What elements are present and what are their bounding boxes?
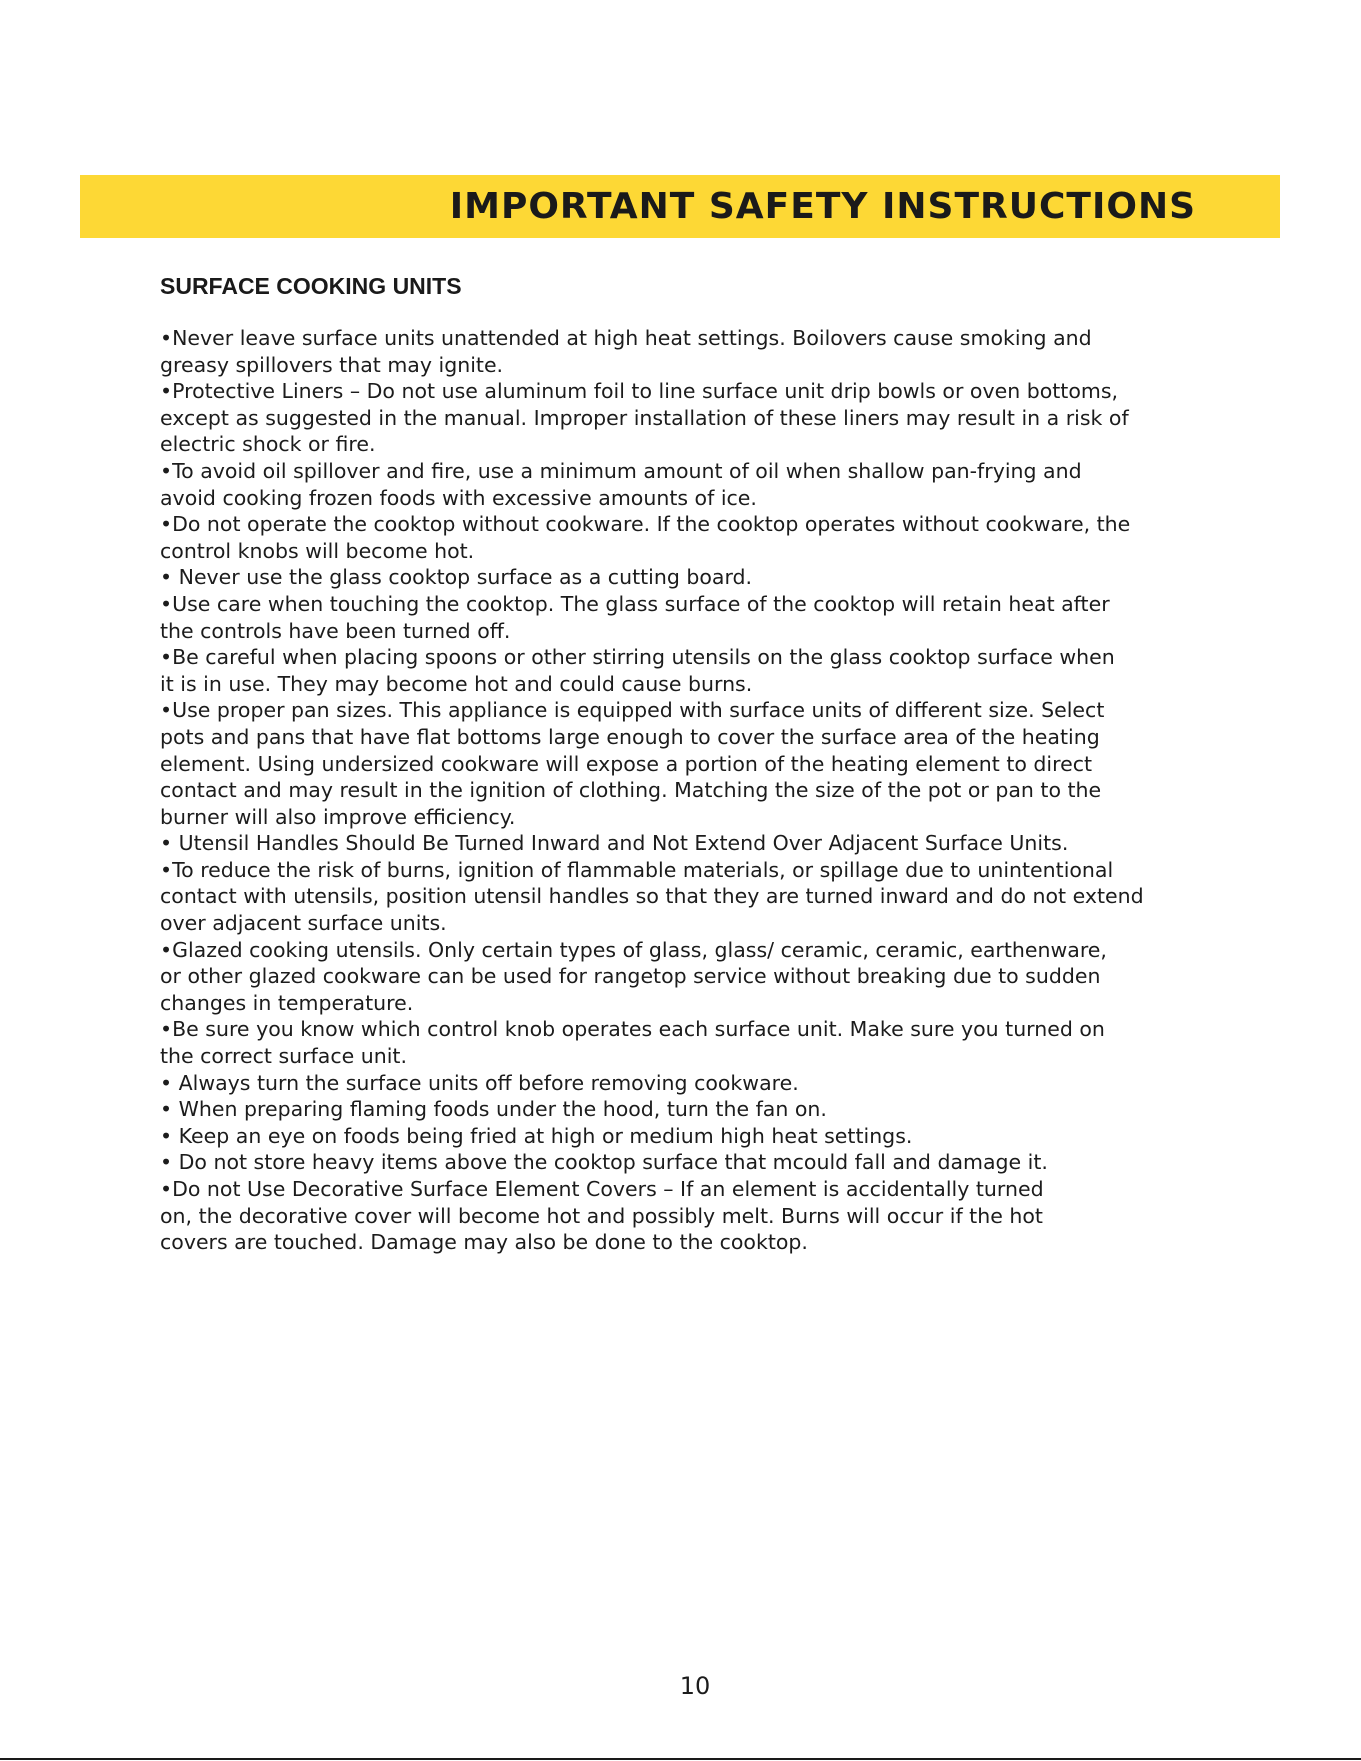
bottom-divider [0, 1758, 1361, 1760]
section-heading: SURFACE COOKING UNITS [160, 273, 462, 299]
list-item: • Utensil Handles Should Be Turned Inward and Not Extend Over Adjacent Surface Units. [160, 831, 1069, 856]
page-number: 10 [679, 1672, 711, 1700]
list-item: •Be sure you know which control knob operates each surface unit. Make sure you turned on the correct surface unit. [160, 1017, 1105, 1069]
list-item: •Use proper pan sizes. This appliance is equipped with surface units of different size. Select pots and pans that have flat bottoms large enough to cover the surface area of the heating element. Using undersized cookware will expose a portion of the heating element to direct contact and may result in the ignition of clothing. Matching the size of the pot or pan to the burner will also improve efficiency. [160, 698, 1105, 829]
list-item: •To reduce the risk of burns, ignition of flammable materials, or spillage due to unintentional contact with utensils, position utensil handles so that they are turned inward and do not extend over adjacent surface units. [160, 857, 1144, 936]
list-item: • Keep an eye on foods being fried at high or medium high heat settings. [160, 1123, 913, 1148]
list-item: •Do not operate the cooktop without cookware. If the cooktop operates without cookware, the control knobs will become hot. [160, 512, 1131, 563]
list-item: • Never use the glass cooktop surface as a cutting board. [160, 565, 753, 590]
list-item: •To avoid oil spillover and fire, use a minimum amount of oil when shallow pan-frying and avoid cooking frozen foods with excessive amounts of ice. [160, 458, 1082, 510]
list-item: •Do not Use Decorative Surface Element Covers – If an element is accidentally turned on, the decorative cover will become hot and possibly melt. Burns will occur if the hot covers are touched. Damage may also be done to the cooktop. [160, 1177, 1044, 1255]
list-item: •Be careful when placing spoons or other stirring utensils on the glass cooktop surface when it is in use. They may become hot and could cause burns. [160, 645, 1115, 696]
list-item: •Protective Liners – Do not use aluminum foil to line surface unit drip bowls or oven bottoms, except as suggested in the manual. Improper installation of these liners may result in a risk of electric shock or fire. [160, 379, 1129, 457]
list-item: •Glazed cooking utensils. Only certain types of glass, glass/ ceramic, ceramic, earthenware, or other glazed cookware can be used for rangetop service without breaking due to sudden changes in temperature. [160, 937, 1107, 1015]
title-banner [80, 175, 1280, 238]
list-item: •Never leave surface units unattended at high heat settings. Boilovers cause smoking and greasy spillovers that may ignite. [160, 326, 1092, 377]
list-item: • Do not store heavy items above the cooktop surface that mcould fall and damage it. [160, 1150, 1048, 1175]
safety-instructions-list [160, 325, 1200, 1256]
list-item: • When preparing flaming foods under the hood, turn the fan on. [160, 1097, 827, 1122]
list-item: •Use care when touching the cooktop. The glass surface of the cooktop will retain heat after the controls have been turned off. [160, 591, 1110, 643]
list-item: • Always turn the surface units off before removing cookware. [160, 1070, 799, 1095]
page-title: IMPORTANT SAFETY INSTRUCTIONS [449, 186, 1196, 227]
